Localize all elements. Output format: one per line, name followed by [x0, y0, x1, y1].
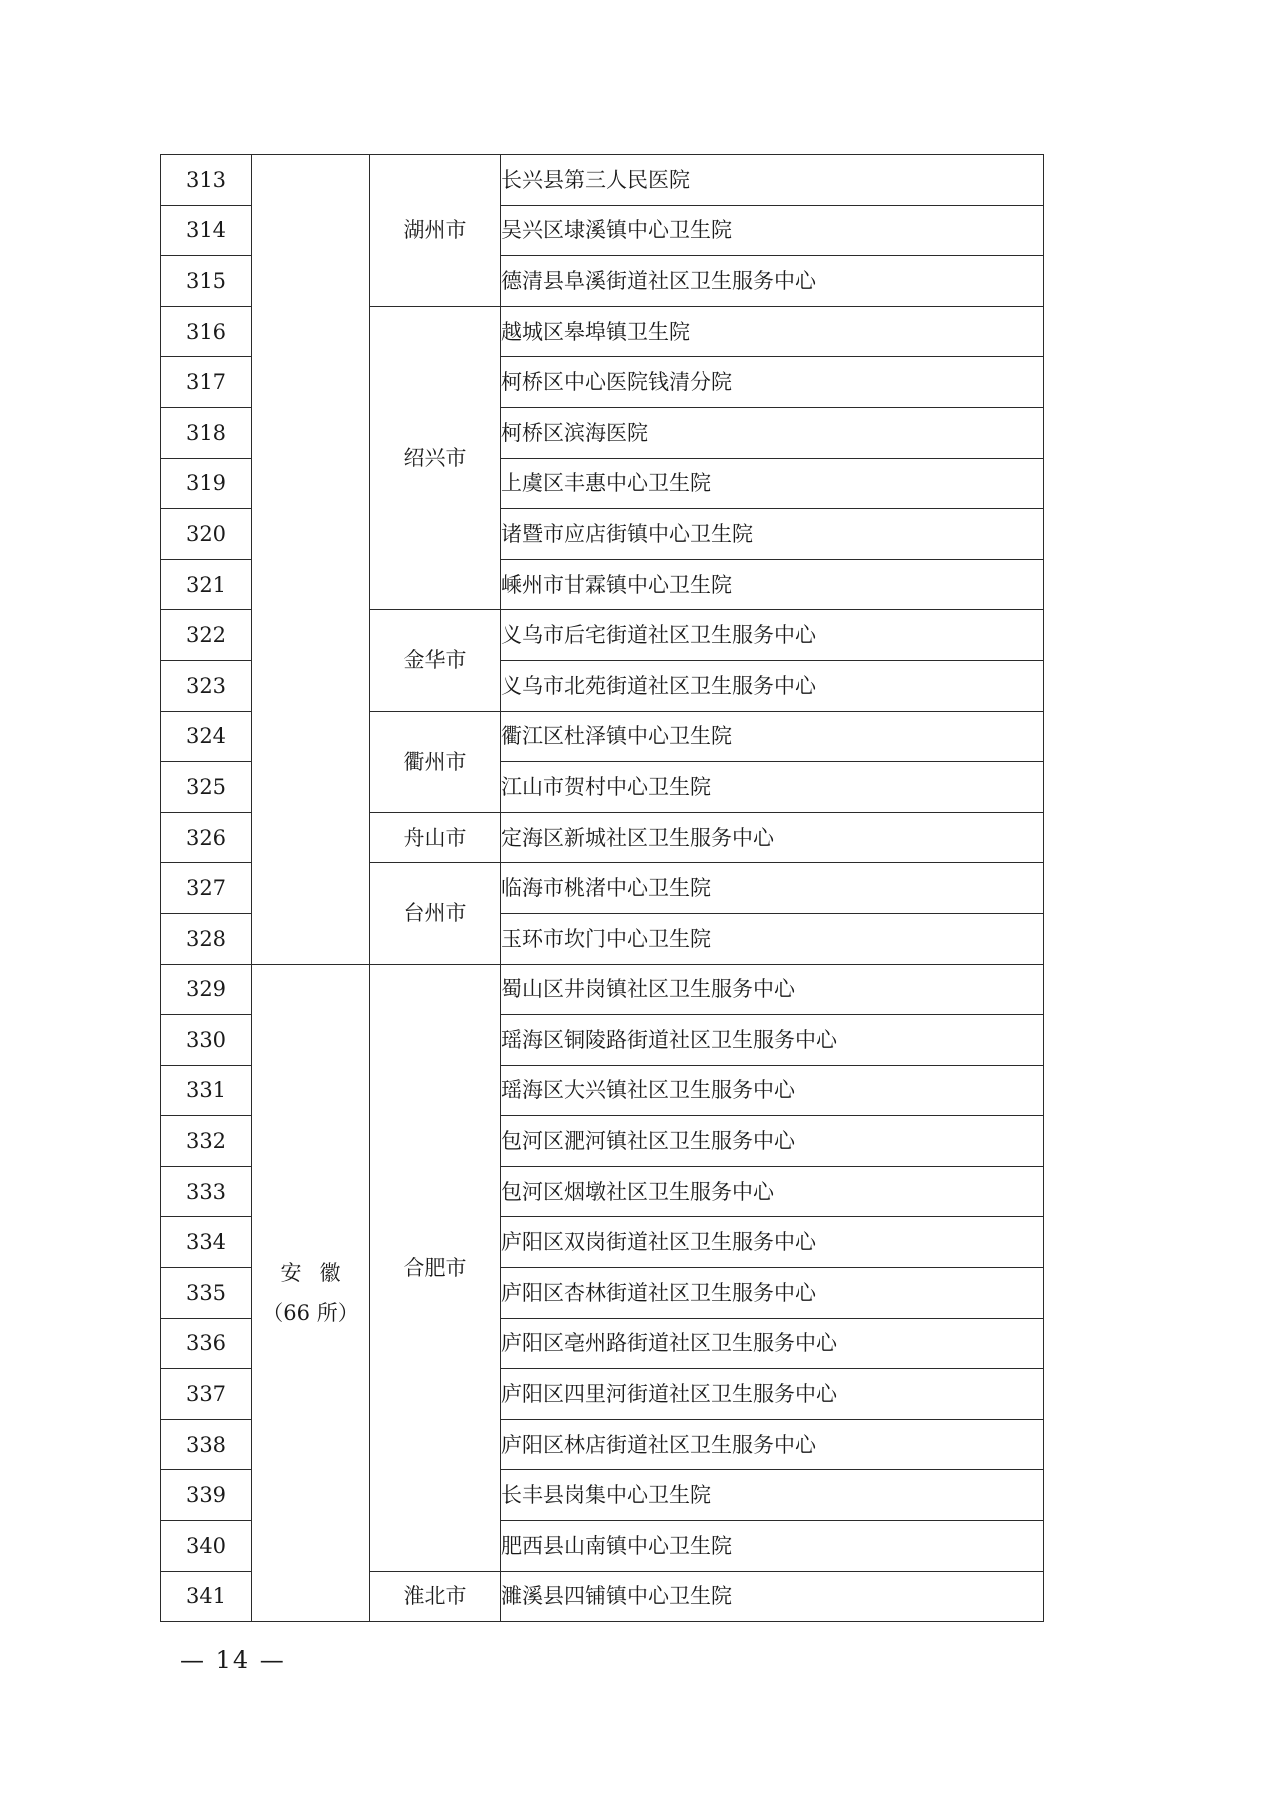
hospital-name: 瑶海区大兴镇社区卫生服务中心: [501, 1065, 1044, 1116]
row-number: 337: [161, 1369, 252, 1420]
row-number: 315: [161, 256, 252, 307]
city-cell-shaoxing: 绍兴市: [370, 306, 501, 610]
hospital-name: 蜀山区井岗镇社区卫生服务中心: [501, 964, 1044, 1015]
hospital-name: 临海市桃渚中心卫生院: [501, 863, 1044, 914]
hospital-name: 柯桥区中心医院钱清分院: [501, 357, 1044, 408]
hospital-name: 肥西县山南镇中心卫生院: [501, 1521, 1044, 1572]
hospital-name: 上虞区丰惠中心卫生院: [501, 458, 1044, 509]
row-number: 313: [161, 155, 252, 206]
province-cell-zhejiang-continued: [252, 155, 370, 965]
page-number: — 14 —: [180, 1646, 286, 1674]
hospital-name: 诸暨市应店街镇中心卫生院: [501, 509, 1044, 560]
row-number: 325: [161, 762, 252, 813]
province-name: 安徽: [280, 1260, 359, 1285]
table-row: [161, 964, 1044, 1015]
row-number: 335: [161, 1268, 252, 1319]
row-number: 330: [161, 1015, 252, 1066]
row-number: 319: [161, 458, 252, 509]
row-number: 324: [161, 711, 252, 762]
hospital-name: 濉溪县四铺镇中心卫生院: [501, 1571, 1044, 1622]
hospital-name: 长兴县第三人民医院: [501, 155, 1044, 206]
hospital-name: 定海区新城社区卫生服务中心: [501, 812, 1044, 863]
row-number: 323: [161, 660, 252, 711]
hospital-name: 庐阳区四里河街道社区卫生服务中心: [501, 1369, 1044, 1420]
city-cell-quzhou: 衢州市: [370, 711, 501, 812]
row-number: 338: [161, 1419, 252, 1470]
hospital-name: 玉环市坎门中心卫生院: [501, 913, 1044, 964]
row-number: 326: [161, 812, 252, 863]
hospital-name: 包河区烟墩社区卫生服务中心: [501, 1166, 1044, 1217]
row-number: 314: [161, 205, 252, 256]
city-cell-huzhou: 湖州市: [370, 155, 501, 307]
hospital-name: 柯桥区滨海医院: [501, 407, 1044, 458]
city-cell-jinhua: 金华市: [370, 610, 501, 711]
hospital-name: 江山市贺村中心卫生院: [501, 762, 1044, 813]
row-number: 318: [161, 407, 252, 458]
hospital-name: 庐阳区亳州路街道社区卫生服务中心: [501, 1318, 1044, 1369]
row-number: 334: [161, 1217, 252, 1268]
hospital-name: 衢江区杜泽镇中心卫生院: [501, 711, 1044, 762]
row-number: 333: [161, 1166, 252, 1217]
province-cell-anhui: [252, 964, 370, 1622]
row-number: 336: [161, 1318, 252, 1369]
table-row: [161, 155, 1044, 206]
province-count: （66 所）: [262, 1300, 359, 1325]
row-number: 321: [161, 559, 252, 610]
hospital-name: 包河区淝河镇社区卫生服务中心: [501, 1116, 1044, 1167]
hospital-name: 越城区皋埠镇卫生院: [501, 306, 1044, 357]
row-number: 341: [161, 1571, 252, 1622]
hospital-name: 长丰县岗集中心卫生院: [501, 1470, 1044, 1521]
row-number: 327: [161, 863, 252, 914]
row-number: 331: [161, 1065, 252, 1116]
hospital-name: 瑶海区铜陵路街道社区卫生服务中心: [501, 1015, 1044, 1066]
hospital-name: 庐阳区双岗街道社区卫生服务中心: [501, 1217, 1044, 1268]
hospital-table: [160, 154, 1044, 1622]
city-cell-zhoushan: 舟山市: [370, 812, 501, 863]
hospital-name: 嵊州市甘霖镇中心卫生院: [501, 559, 1044, 610]
hospital-name: 庐阳区林店街道社区卫生服务中心: [501, 1419, 1044, 1470]
row-number: 329: [161, 964, 252, 1015]
row-number: 317: [161, 357, 252, 408]
row-number: 340: [161, 1521, 252, 1572]
row-number: 322: [161, 610, 252, 661]
hospital-name: 吴兴区埭溪镇中心卫生院: [501, 205, 1044, 256]
row-number: 316: [161, 306, 252, 357]
row-number: 332: [161, 1116, 252, 1167]
city-cell-huaibei: 淮北市: [370, 1571, 501, 1622]
hospital-name: 义乌市后宅街道社区卫生服务中心: [501, 610, 1044, 661]
row-number: 328: [161, 913, 252, 964]
city-cell-hefei: 合肥市: [370, 964, 501, 1571]
row-number: 339: [161, 1470, 252, 1521]
hospital-name: 庐阳区杏林街道社区卫生服务中心: [501, 1268, 1044, 1319]
row-number: 320: [161, 509, 252, 560]
hospital-name: 德清县阜溪街道社区卫生服务中心: [501, 256, 1044, 307]
city-cell-taizhou: 台州市: [370, 863, 501, 964]
hospital-name: 义乌市北苑街道社区卫生服务中心: [501, 660, 1044, 711]
